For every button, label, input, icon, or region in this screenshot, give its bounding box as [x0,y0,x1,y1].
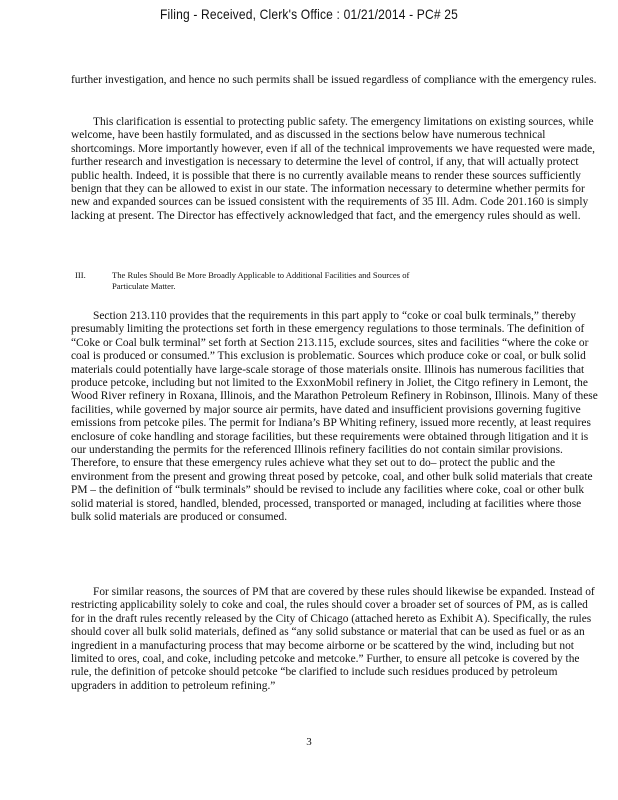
section-number: III. [75,270,86,280]
paragraph-section-213: Section 213.110 provides that the requirements in this part apply to “coke or coal bulk terminals,” thereby presumably limiting the protections set forth in these emergency regulations to those terminals. The definition of “Coke or Coal bulk terminal” set forth at Section 213.115, exclude sources, sites and facilities “where the coke or coal is produced or consumed.” This exclusion is problematic. Sources which produce coke or coal, or bulk solid materials could potentially have large-scale storage of those materials onsite. Illinois has numerous facilities that produce petcoke, including but not limited to the ExxonMobil refinery in Joliet, the Citgo refinery in Lemont, the Wood River refinery in Roxana, Illinois, and the Marathon Petroleum Refinery in Robinson, Illinois. Many of these facilities, while governed by major source air permits, have dated and insufficient provisions governing fugitive emissions from petcoke piles. The permit for Indiana’s BP Whiting refinery, issued more recently, at least requires enclosure of coke handling and storage facilities, but these requirements were obtained through litigation and it is our understanding the permits for the referenced Illinois refinery facilities do not contain similar provisions. Therefore, to ensure that these emergency rules achieve what they set out to do– protect the public and the environment from the present and growing threat posed by petcoke, coal, and other bulk solid materials that create PM – the definition of “bulk terminals” should be revised to include any facilities where coke, coal or other bulk solid material is stored, handled, blended, processed, transported or managed, including at facilities where those bulk solid materials are produced or consumed. [71,310,598,524]
page-number: 3 [306,736,312,748]
section-title: The Rules Should Be More Broadly Applicable to Additional Facilities and Sources of Particulate Matter. [112,270,410,291]
filing-header: Filing - Received, Clerk's Office : 01/21/2014 - PC# 25 [160,6,458,22]
paragraph-clarification: This clarification is essential to protecting public safety. The emergency limitations on existing sources, while welcome, have been hastily formulated, and as discussed in the sections below have numerous technical shortcomings. More importantly however, even if all of the technical improvements we have requested were made, further research and investigation is necessary to determine the level of control, if any, that will actually protect public health. Indeed, it is possible that there is no currently available means to render these sources sufficiently benign that they can be allowed to exist in our state. The information necessary to determine whether permits for new and expanded sources can be issued consistent with the requirements of 35 Ill. Adm. Code 201.160 is simply lacking at present. The Director has effectively acknowledged that fact, and the emergency rules should as well. [71,116,595,222]
paragraph-continued: further investigation, and hence no such permits shall be issued regardless of compliance with the emergency rules. [71,74,597,86]
paragraph-sources-of-pm: For similar reasons, the sources of PM that are covered by these rules should likewise be expanded. Instead of restricting applicability solely to coke and coal, the rules should cover a broader set of sources of PM, as is called for in the draft rules recently released by the City of Chicago (attached hereto as Exhibit A). Specifically, the rules should cover all bulk solid materials, defined as “any solid substance or material that can be used as fuel or as an ingredient in a manufacturing process that may become airborne or be scattered by the wind, including but not limited to ores, coal, and coke, including petcoke and metcoke.” Further, to ensure all petcoke is covered by the rule, the definition of petcoke should petcoke “be clarified to include such residues produced by petroleum upgraders in addition to petroleum refining.” [71,586,595,692]
